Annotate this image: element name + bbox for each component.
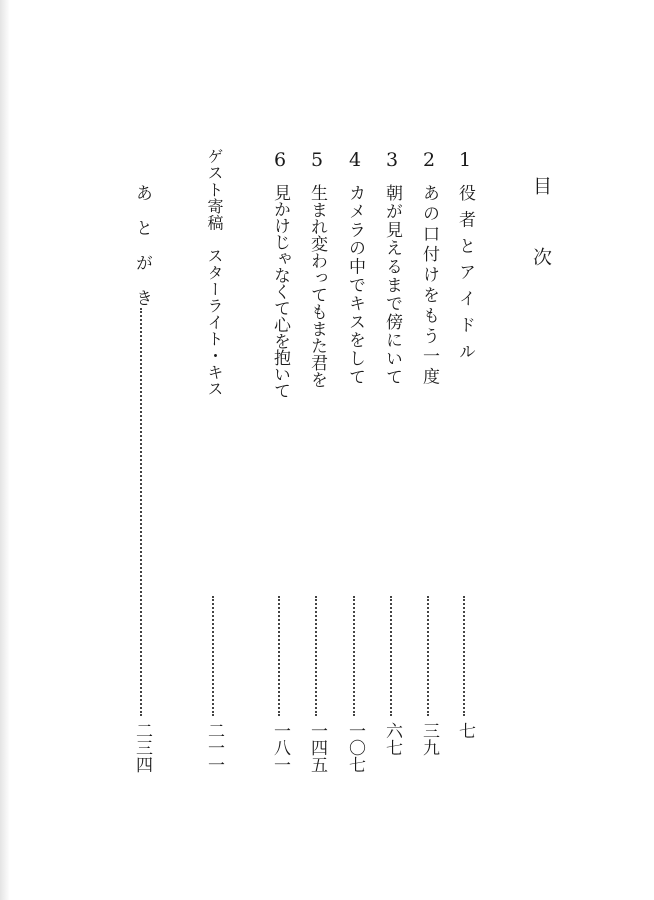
toc-entry-number: 2 xyxy=(422,149,436,171)
toc-entry-4 xyxy=(343,148,367,773)
toc-entry-title: ゲスト寄稿 スターライト・キス xyxy=(205,148,224,397)
toc-entry-title: カメラの中でキスをして xyxy=(345,184,365,387)
toc-entry-page: 二一一 xyxy=(204,722,224,773)
dot-leader xyxy=(463,596,465,716)
toc-entry-5 xyxy=(305,148,329,773)
toc-entry-number: 4 xyxy=(348,149,362,171)
toc-entry-1 xyxy=(453,148,477,756)
dot-leader xyxy=(278,596,280,716)
page-edge-shadow xyxy=(0,0,10,900)
dot-leader xyxy=(315,596,317,716)
dot-leader xyxy=(353,596,355,716)
toc-entry-page: 三九 xyxy=(419,722,439,756)
toc-entry-guest xyxy=(202,148,226,773)
toc-entry-2 xyxy=(417,148,441,756)
toc-entry-number: 5 xyxy=(310,149,324,171)
toc-entry-afterword xyxy=(130,148,154,773)
dot-leader xyxy=(427,596,429,716)
toc-entry-3 xyxy=(380,148,404,756)
toc-entry-page: 六七 xyxy=(382,722,402,756)
toc-entry-number: 3 xyxy=(385,149,399,171)
toc-entry-6 xyxy=(268,148,292,773)
toc-entry-number: 1 xyxy=(458,149,472,171)
toc-entry-title: 朝が見えるまで傍にいて xyxy=(382,184,402,387)
toc-entry-page: 一〇七 xyxy=(345,722,365,773)
toc-entry-page: 一四五 xyxy=(307,722,327,773)
toc-entry-page: 七 xyxy=(455,722,475,739)
dot-leader xyxy=(390,596,392,716)
toc-heading: 目次 xyxy=(530,176,552,318)
toc-entry-title: 見かけじゃなくて心を抱いて xyxy=(270,184,290,399)
toc-entry-title: 生まれ変わってもまた君を xyxy=(307,184,327,388)
toc-entry-title: あの口付けをもう一度 xyxy=(419,184,439,388)
toc-entry-number: 6 xyxy=(273,149,287,171)
toc-entry-title: あとがき xyxy=(132,184,152,324)
toc-entry-page: 一八一 xyxy=(270,722,290,773)
toc-entry-title: 役者とアイドル xyxy=(455,184,475,369)
dot-leader xyxy=(212,596,214,716)
dot-leader xyxy=(140,308,142,716)
toc-entry-page: 二三四 xyxy=(132,722,152,773)
